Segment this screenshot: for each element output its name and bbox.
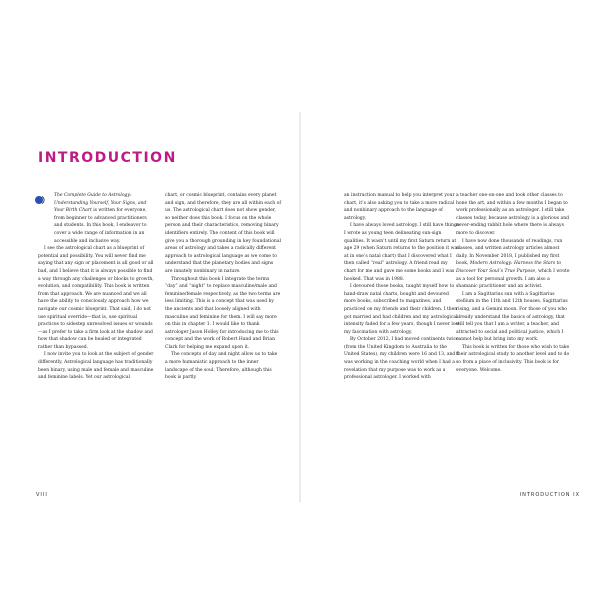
paragraph: I devoured those books, taught myself how to hand-draw natal charts, bought and devoured more books, subscribed to magazines, and practiced on my friends and their children. I then got married and had children and my astrological intensity faded for a few years, though I never lost my fascination with astrology. bbox=[344, 284, 460, 335]
text-column-2 bbox=[165, 192, 281, 382]
page-number-right: INTRODUCTION IX bbox=[519, 492, 580, 498]
paragraph: I am a Sagittarius sun with a Sagittarius stellium in the 11th and 12th houses, Sagittarius rising, and a Gemini moon. For those of you who already understand the basics of astrology, that will tell you that I am a writer, a teacher, and attracted to social and political justice, which I cannot help but bring into my work. bbox=[456, 291, 568, 343]
paragraph-part: I have now done thousands of readings, run classes, and written astrology articles almost daily. In November 2018, I published my first book, bbox=[456, 238, 563, 267]
paragraph: I now invite you to look at the subject of gender differently. Astrological language has traditionally been binary, using male and female and masculine and feminine labels. Yet our astrological bbox=[38, 352, 154, 381]
text-column-4 bbox=[456, 192, 572, 374]
book-title-italic: Modern Astrology: Harness the Stars to Discover Your Soul’s True Purpose bbox=[456, 261, 562, 274]
right-page bbox=[301, 0, 600, 600]
chapter-heading: INTRODUCTION bbox=[38, 150, 177, 166]
paragraph: chart, or cosmic blueprint, contains every planet and sign, and therefore, they are all within each of us. The astrological chart does not show gender, so neither does this book. I focus on the whole person and their characteristics, removing binary identifiers entirely. The content of this book will give you a thorough grounding in key foundational areas of astrology and takes a radically different approach to astrological language as we come to understand that the planetary bodies and signs are innately nonbinary in nature. bbox=[165, 193, 282, 274]
text-column-3 bbox=[344, 192, 460, 382]
paragraph: This book is written for those who wish to take their astrological study to another level and to do so from a place of inclusivity. This book is for everyone. Welcome. bbox=[456, 344, 570, 373]
paragraph: I have always loved astrology. I still have things I wrote as young teen delineating sun-sign qualities. It wasn’t until my first Saturn return at age 29 (when Saturn returns to the position it was at in one’s natal chart) that I discovered what I then called “real” astrology. A friend read my chart for me and gave me some books and I was hooked. That was in 1988. bbox=[344, 223, 460, 282]
text-column-1 bbox=[38, 192, 154, 382]
paragraph: The concepts of day and night allow us to take a more humanistic approach to the inner landscape of the soul. Therefore, although this book is partly bbox=[165, 352, 278, 381]
paragraph: Throughout this book I integrate the terms “day” and “night” to replace masculine/male and feminine/female respectively, as the two terms are less limiting. This is a concept that was used by the ancients and that loosely aligned with masculine and feminine for them. I will say more on this in chapter 1. I would like to thank astrologer Jason Holley for introducing me to this concept and the work of Robert Hand and Brian Clark for helping me expand upon it. bbox=[165, 276, 281, 350]
opening-paragraph-rest: is written for everyone, from beginner to advanced practitioners and students. In this book, I endeavor to cover a wide range of information in an accessible and inclusive way. bbox=[54, 208, 147, 244]
opening-paragraph-wrap bbox=[38, 192, 154, 245]
paragraph: a teacher one-on-one and took other classes to hone the art, and within a few months I began to work professionally as an astrologer. I still take classes today, because astrology is a glorious and never-ending rabbit hole where there is always more to discover. bbox=[456, 193, 569, 236]
opening-paragraph bbox=[38, 192, 154, 245]
paragraph: I see the astrological chart as a blueprint of potential and possibility. You will never find me saying that any sign or placement is all good or all bad, and I believe that it is always possible to find a way through any challenges or blocks to growth, evolution, and compatibility. This book is written from that approach. We are nuanced and we all have the ability to consciously approach how we navigate our cosmic blueprint. That said, I do not use spiritual override—that is, use spiritual practices to sidestep unresolved issues or wounds—as I prefer to take a firm look at the shadow and how that shadow can be healed or integrated rather than bypassed. bbox=[38, 246, 154, 350]
left-page bbox=[0, 0, 299, 600]
paragraph-with-book-title bbox=[456, 238, 572, 291]
page-number-left: VIII bbox=[36, 492, 48, 498]
book-title-italic: The Complete Guide to Astrology: Understanding Yourself, Your Signs, and Your Birth Chart bbox=[54, 193, 147, 214]
paragraph: an instruction manual to help you interpret your chart, it’s also asking you to take a more radical and nonbinary approach to the language of astrology. bbox=[344, 193, 455, 221]
paragraph-part: , which I wrote as a tool for personal growth. I am also a shamanic practitioner and an activist. bbox=[456, 268, 570, 290]
paragraph: By October 2012, I had moved continents twice (from the United Kingdom to Australia to the United States), my children were 16 and 13, and I was working in the coaching world when I had a revelation that my purpose was to work as a professional astrologer. I worked with bbox=[344, 337, 459, 381]
moon-ornament-icon bbox=[34, 195, 48, 205]
